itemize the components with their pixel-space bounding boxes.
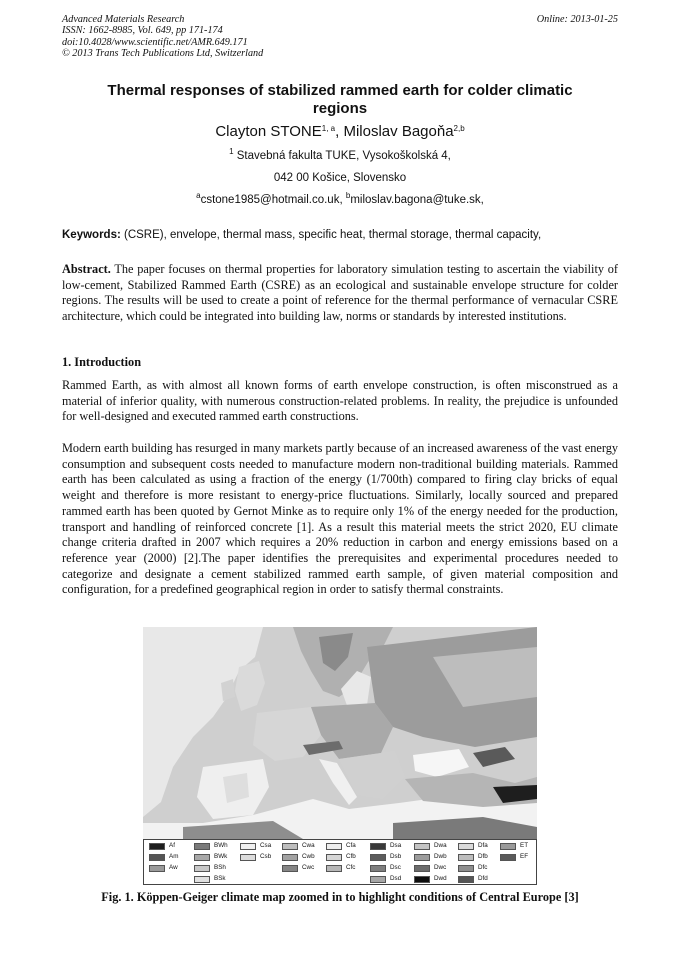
legend-item: Am: [149, 853, 178, 861]
legend-swatch: [240, 854, 256, 861]
legend-swatch: [326, 843, 342, 850]
legend-item: Dsd: [370, 875, 401, 883]
intro-paragraph-1: Rammed Earth, as with almost all known forms of earth envelope construction, is often misconstrued as a material of inferior quality, with numerous construction-related problems. In reality, the prejudice is unfounded for well-designed and executed rammed earth constructions.: [62, 378, 618, 424]
affil-text-1: Stavebná fakulta TUKE, Vysokoškolská 4,: [233, 150, 451, 162]
section-heading: 1. Introduction: [62, 355, 142, 369]
legend-swatch: [370, 843, 386, 850]
legend-swatch: [282, 865, 298, 872]
legend-swatch: [500, 843, 516, 850]
legend-item: Dsb: [370, 853, 401, 861]
legend-item: Dfc: [458, 864, 487, 872]
legend-item: BWh: [194, 842, 228, 850]
online-date: Online: 2013-01-25: [536, 14, 618, 25]
legend-swatch: [194, 876, 210, 883]
legend-item: ET: [500, 842, 528, 850]
issn-line: ISSN: 1662-8985, Vol. 649, pp 171-174: [62, 25, 223, 37]
legend-swatch: [149, 854, 165, 861]
legend-swatch: [326, 854, 342, 861]
doi-line: doi:10.4028/www.scientific.net/AMR.649.171: [62, 36, 248, 48]
legend-swatch: [370, 865, 386, 872]
legend-item: Csb: [240, 853, 271, 861]
legend-item: Cfa: [326, 842, 356, 850]
legend-swatch: [500, 854, 516, 861]
legend-swatch: [194, 854, 210, 861]
legend-swatch: [458, 854, 474, 861]
legend-item: Aw: [149, 864, 178, 872]
legend-item: Dfb: [458, 853, 488, 861]
paper-title: [62, 82, 618, 118]
legend-item: Cfb: [326, 853, 356, 861]
author-list: [62, 123, 618, 140]
legend-item: BWk: [194, 853, 227, 861]
abstract-label: Abstract.: [62, 262, 111, 276]
legend-item: Dwd: [414, 875, 447, 883]
legend-swatch: [149, 843, 165, 850]
abstract: [62, 262, 618, 325]
legend-item: Dfa: [458, 842, 488, 850]
keywords: [62, 229, 618, 241]
keywords-text: (CSRE), envelope, thermal mass, specific heat, thermal storage, thermal capacity,: [120, 229, 542, 241]
keywords-label: Keywords:: [62, 229, 121, 241]
title-line-1: Thermal responses of stabilized rammed earth for colder climatic: [107, 82, 573, 99]
legend-swatch: [326, 865, 342, 872]
legend-swatch: [240, 843, 256, 850]
legend-item: EF: [500, 853, 528, 861]
journal-name: Advanced Materials Research: [62, 14, 185, 25]
legend-swatch: [149, 865, 165, 872]
email-line: [62, 191, 618, 206]
affiliation-line-2: 042 00 Košice, Slovensko: [273, 172, 407, 184]
journal-header: [62, 14, 618, 60]
legend-swatch: [414, 843, 430, 850]
legend-item: Dwa: [414, 842, 447, 850]
author-1: Clayton STONE: [215, 123, 322, 140]
legend-item: BSh: [194, 864, 226, 872]
legend-swatch: [282, 843, 298, 850]
affil-marker-1: 1: [229, 147, 234, 156]
legend-swatch: [282, 854, 298, 861]
legend-item: Cwa: [282, 842, 315, 850]
legend-swatch: [414, 854, 430, 861]
legend-swatch: [414, 876, 430, 883]
email-marker-b: b: [345, 191, 351, 200]
legend-swatch: [414, 865, 430, 872]
legend-item: Af: [149, 842, 175, 850]
author-separator: ,: [335, 123, 344, 140]
legend-item: Csa: [240, 842, 271, 850]
legend-item: BSk: [194, 875, 226, 883]
email-2: miloslav.bagona@tuke.sk,: [350, 194, 484, 206]
legend-item: Dwc: [414, 864, 446, 872]
abstract-text: The paper focuses on thermal properties for laboratory simulation testing to ascertain the viability of low-cement, Stabilized Rammed Earth (CSRE) as an ecological and sustainable envelope structure for colder regions. The results will be used to create a point of reference for the thermal performance of vernacular CSRE architecture, which could be integrated into building law, norms or standards by interested institutions.: [62, 262, 618, 324]
legend-item: Cfc: [326, 864, 355, 872]
intro-paragraph-2: Modern earth building has resurged in many markets partly because of an increased awareness of the vast energy consumption and subsequent costs needed to manufacture modern non-traditional building materials. Rammed earth has been calculated as using a fraction of the energy (1/700th) compared to firing clay bricks of equal weight and therefore is more resistant to energy-price fluctuations. Similarly, locally sourced and prepared rammed earth has been quoted by Gernot Minke as to require only 1% of the energy needed for the production, transport and handling of reinforced concrete [1]. As a result this material meets the strict 2020, EU climate change criteria drafted in 2007 which requires a 20% reduction in carbon and energy emissions based on a reference year (2000) [2].The paper identifies the prerequisites and experimental procedures needed to categorize and designate a cement stabilized rammed earth sample, of given material composition and configuration, for a predefined geographical region in order to satisfy thermal constraints.: [62, 441, 618, 597]
legend-item: Dfd: [458, 875, 488, 883]
title-line-2: regions: [312, 100, 368, 117]
figure-caption: Fig. 1. Köppen-Geiger climate map zoomed in to highlight conditions of Central Europe [3]: [101, 890, 579, 904]
legend-swatch: [194, 865, 210, 872]
legend-swatch: [370, 854, 386, 861]
legend-item: Cwb: [282, 853, 315, 861]
author-2: Miloslav Bagoňa: [343, 123, 454, 140]
legend-swatch: [370, 876, 386, 883]
climate-map: [143, 627, 537, 839]
legend-swatch: [194, 843, 210, 850]
email-1: cstone1985@hotmail.co.uk,: [200, 194, 346, 206]
email-marker-a: a: [196, 191, 201, 200]
affiliation-line-1: [62, 147, 618, 162]
copyright-line: © 2013 Trans Tech Publications Ltd, Switzerland: [62, 48, 264, 60]
author-1-affil: 1, a: [321, 124, 336, 133]
legend-swatch: [458, 876, 474, 883]
legend-item: Cwc: [282, 864, 314, 872]
legend-swatch: [458, 865, 474, 872]
map-legend: [143, 839, 537, 885]
legend-item: Dsc: [370, 864, 401, 872]
legend-swatch: [458, 843, 474, 850]
legend-item: Dsa: [370, 842, 401, 850]
legend-item: Dwb: [414, 853, 447, 861]
author-2-affil: 2,b: [453, 124, 465, 133]
